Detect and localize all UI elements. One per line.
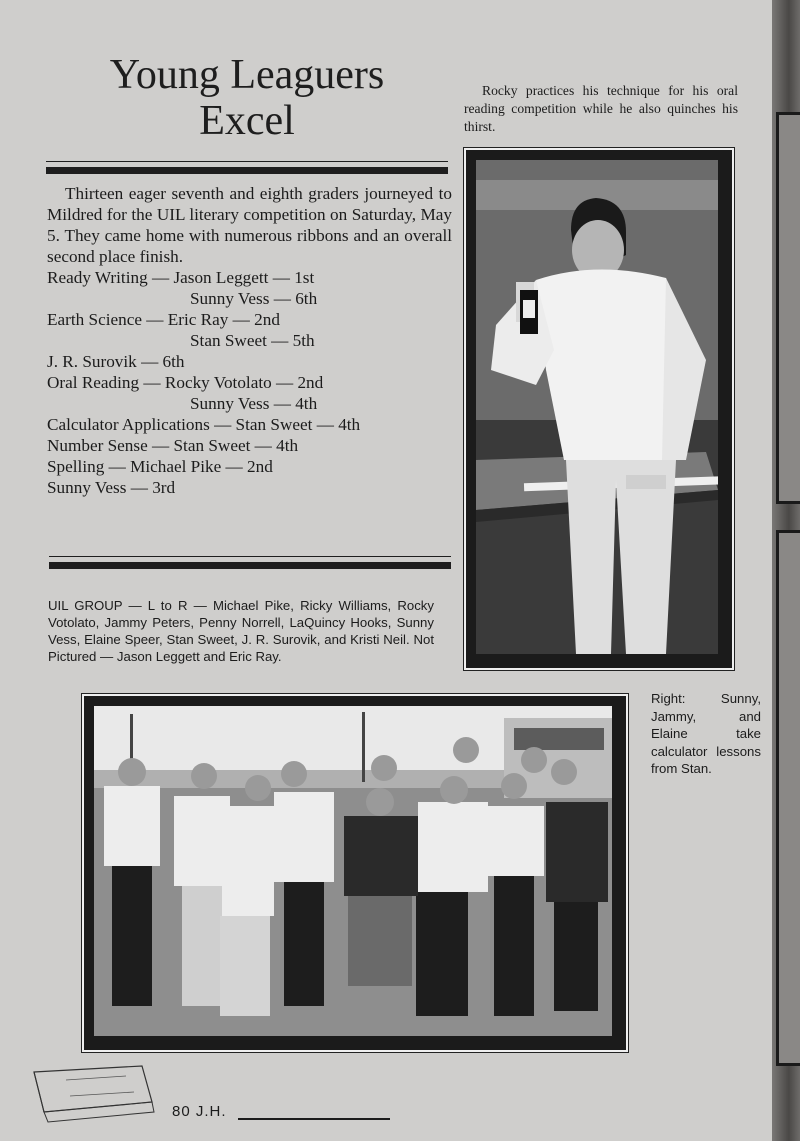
- result-line: Ready Writing — Jason Leggett — 1st: [47, 268, 315, 287]
- result-line: Oral Reading — Rocky Votolato — 2nd: [47, 373, 324, 392]
- title-line-2: Excel: [199, 98, 295, 144]
- group-photo-caption: UIL GROUP — L to R — Michael Pike, Ricky Williams, Rocky Votolato, Jammy Peters, Penny Norrell, LaQuincy Hooks, Sunny Vess, Elaine Speer, Stan Sweet, J. R. Surovik, and Kristi Neil. Not Pictured — Jason Leggett and Eric Ray.: [48, 598, 434, 664]
- side-photo-caption: Right: Sunny, Jammy, and Elaine take calculator lessons from Stan.: [651, 691, 761, 776]
- next-page-photo-edge: [776, 112, 800, 504]
- article-intro: Thirteen eager seventh and eighth graders journeyed to Mildred for the UIL literary competition on Saturday, May 5. They came home with numerous ribbons and an overall second place finish.: [47, 184, 452, 266]
- title-line-1: Young Leaguers: [109, 52, 385, 98]
- result-line: Sunny Vess — 4th: [190, 394, 318, 413]
- time-machine-stamp: [30, 1062, 156, 1124]
- next-page-photo-edge-lower: [776, 530, 800, 1066]
- result-line: Stan Sweet — 5th: [190, 331, 315, 350]
- photo-caption-top: Rocky practices his technique for his oral reading competition while he also quinches his thirst.: [464, 83, 738, 134]
- rocky-photo-frame: [464, 148, 734, 670]
- group-photo-image: [94, 706, 612, 1036]
- result-line: Spelling — Michael Pike — 2nd: [47, 457, 273, 476]
- section-rule: [49, 562, 451, 569]
- page-number: 80 J.H.: [172, 1103, 227, 1120]
- result-line: Sunny Vess — 3rd: [47, 478, 176, 497]
- rocky-photo-image: [476, 160, 718, 654]
- title-rule: [46, 167, 448, 174]
- rocky-photo: [476, 160, 722, 658]
- article-body: [47, 183, 452, 498]
- group-photo-frame: [82, 694, 628, 1052]
- result-line: J. R. Surovik — 6th: [47, 352, 185, 371]
- result-line: Calculator Applications — Stan Sweet — 4th: [47, 415, 361, 434]
- group-photo: [94, 706, 616, 1040]
- result-line: Number Sense — Stan Sweet — 4th: [47, 436, 299, 455]
- article-title: [46, 52, 448, 144]
- results-list: [47, 267, 452, 498]
- result-line: Sunny Vess — 6th: [190, 289, 318, 308]
- result-line: Earth Science — Eric Ray — 2nd: [47, 310, 280, 329]
- footer-rule: [238, 1118, 390, 1120]
